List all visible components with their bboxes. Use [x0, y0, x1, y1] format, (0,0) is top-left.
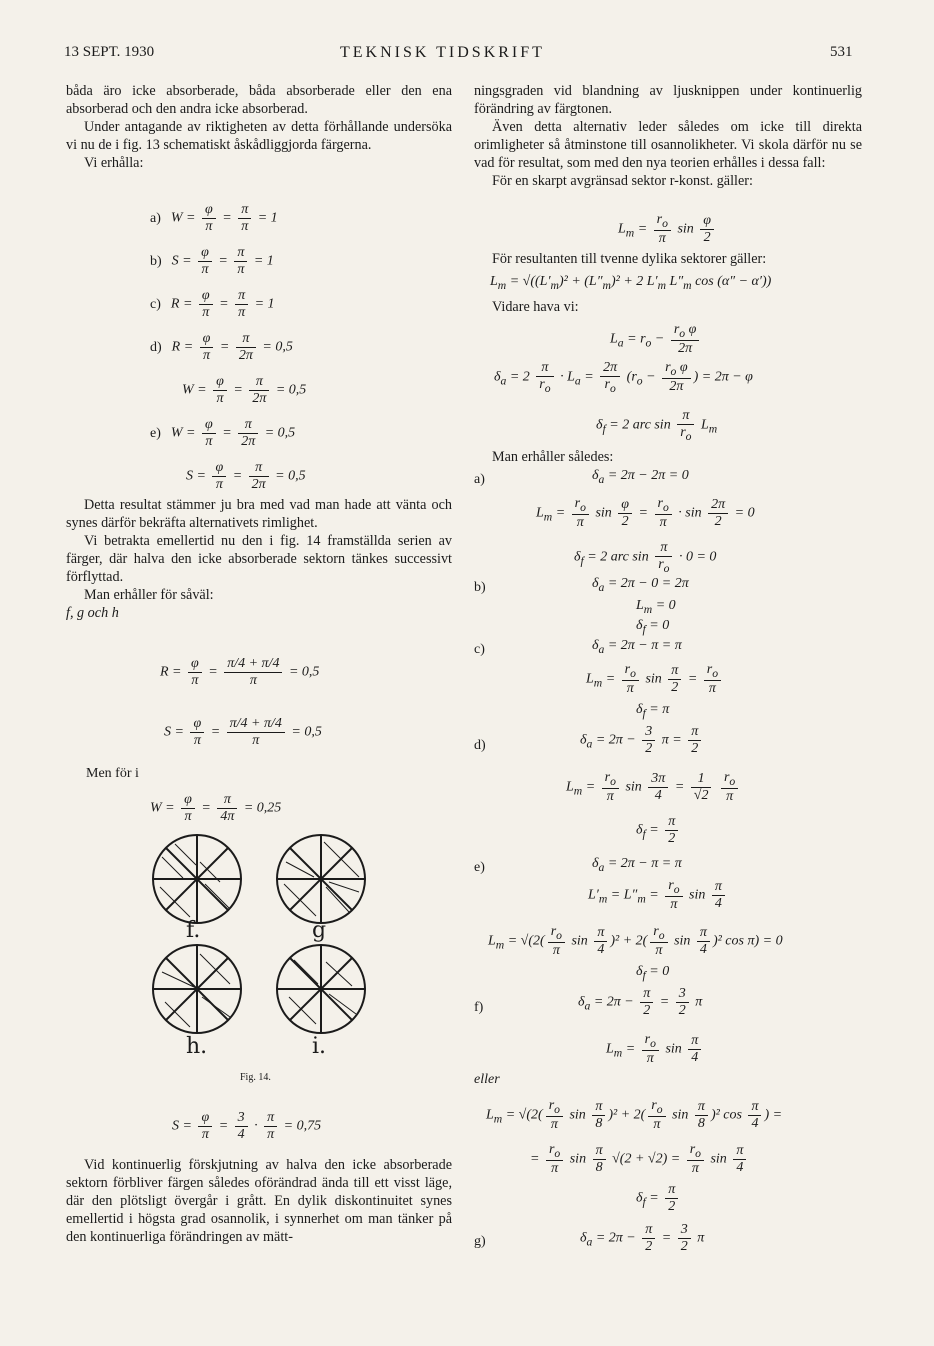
- equation-e1: $\delta_a = 2\pi - \pi = \pi$: [592, 856, 682, 874]
- case-label-g: g): [474, 1234, 486, 1249]
- equation-b1: $\delta_a = 2\pi - 0 = 2\pi$: [592, 576, 689, 594]
- figure-caption: Fig. 14.: [240, 1072, 271, 1083]
- equation-f1: $\delta_a = 2\pi$ − $\frac{\pi}{2}$ = $\frac{3}{2}$ π: [578, 986, 703, 1018]
- left-text-block-2: [66, 496, 452, 622]
- case-label-f: f): [474, 1000, 484, 1015]
- paragraph: För resultanten till tvenne dylika sektorer gäller:: [492, 251, 767, 267]
- equation-delta-f: $\delta_f = 2$ arc sin $\frac{\pi}{r_o}$ $L_m$: [596, 408, 718, 443]
- equation-f4: = $\frac{r_o}{\pi}$ sin $\frac{\pi}{8}$ √(2 + √2) = $\frac{r_o}{\pi}$ sin $\frac{\pi}{4}$: [530, 1142, 749, 1177]
- equation-f2: $L_m$ = $\frac{r_o}{\pi}$ sin $\frac{\pi}{4}$: [606, 1032, 704, 1067]
- paragraph: ningsgraden vid blandning av ljusknippen under kontinuerlig förändring av färgtonen.: [474, 83, 862, 117]
- equation-a3: $\delta_f = 2$ arc sin $\frac{\pi}{r_o}$ · 0 = 0: [574, 540, 717, 575]
- equation-b2: $L_m = 0$: [636, 598, 676, 616]
- case-label-c: c): [474, 642, 485, 657]
- equation-delta-a: $\delta_a = 2$ $\frac{\pi}{r_o}$ · $L_a$ = $\frac{2\pi}{r_o}$ ($r_o$ − $\frac{r_o \varphi}{2\pi}$ ) = 2π − φ: [494, 360, 753, 395]
- equation-b3: $\delta_f = 0$: [636, 618, 670, 636]
- equation-e2: $L'_m = L''_m$ = $\frac{r_o}{\pi}$ sin $\frac{\pi}{4}$: [588, 878, 728, 913]
- equation-d1: $\delta_a = 2\pi$ − $\frac{3}{2}$ π = $\frac{\pi}{2}$: [580, 724, 704, 757]
- paragraph: Vid kontinuerlig förskjutning av halva den icke absorberade sektorn förbliver färgen således oförändrad ända till ett visst läge, där den plötsligt övergår i grått. En dylik diskontinuitet synes emellertid i högsta grad osannolik, i synnerhet om man tänker på den kontinuerliga förändringen av mätt-: [66, 1157, 452, 1245]
- equation-e3: $L_m = √(2$( $\frac{r_o}{\pi}$ sin $\frac{\pi}{4}$ )² + 2( $\frac{r_o}{\pi}$ sin $\frac{\pi}{4}$ )² cos π) = 0: [488, 924, 783, 958]
- equation-a2: $L_m$ = $\frac{r_o}{\pi}$ sin $\frac{\varphi}{2}$ = $\frac{r_o}{\pi}$ · sin $\frac{2\pi}{2}$ = 0: [536, 496, 755, 530]
- equation-e4: $\delta_f = 0$: [636, 964, 670, 982]
- equation-a1: $\delta_a = 2\pi - 2\pi = 0$: [592, 468, 689, 486]
- equation-f5: $\delta_f$ = $\frac{\pi}{2}$: [636, 1182, 681, 1215]
- figure-label-h: h.: [186, 1034, 208, 1059]
- equation-d1: d) R = $\frac{\varphi}{\pi}$ = $\frac{\pi}{2\pi}$ = 0,5: [150, 331, 293, 363]
- figure-label-i: i.: [312, 1034, 327, 1059]
- equation-b: b) S = $\frac{\varphi}{\pi}$ = $\frac{\pi}{\pi}$ = 1: [150, 245, 274, 277]
- equation-W-i: W = $\frac{\varphi}{\pi}$ = $\frac{\pi}{4\pi}$ = 0,25: [150, 792, 282, 824]
- paragraph: f, g och h: [66, 605, 119, 621]
- header-page-number: 531: [830, 44, 853, 60]
- eller-label: eller: [474, 1072, 500, 1087]
- figure-label-f: f.: [186, 918, 201, 943]
- men-for-i: Men för i: [86, 766, 139, 781]
- equation-g1: $\delta_a = 2\pi$ − $\frac{\pi}{2}$ = $\frac{3}{2}$ π: [580, 1222, 705, 1254]
- figure-disk-g: [274, 832, 368, 926]
- equation-c2: $L_m$ = $\frac{r_o}{\pi}$ sin $\frac{\pi}{2}$ = $\frac{r_o}{\pi}$: [586, 662, 724, 697]
- header-journal-title: TEKNISK TIDSKRIFT: [340, 44, 545, 61]
- right-text-d: [474, 448, 862, 466]
- paragraph: Man erhåller således:: [492, 449, 614, 465]
- equation-Lm: $L_m$ = $\frac{r_o}{\pi}$ sin $\frac{\varphi}{2}$: [618, 212, 717, 247]
- equation-S-i: S = $\frac{\varphi}{\pi}$ = $\frac{3}{4}$ · $\frac{\pi}{\pi}$ = 0,75: [172, 1110, 322, 1142]
- figure-disk-f: [150, 832, 244, 926]
- case-label-d: d): [474, 738, 486, 753]
- equation-La: $L_a = r_o$ − $\frac{r_o \varphi}{2\pi}$: [610, 322, 702, 357]
- paragraph: Man erhåller för såväl:: [84, 587, 214, 603]
- paragraph: Vi erhålla:: [84, 155, 144, 171]
- left-column: [66, 82, 452, 172]
- right-column: [474, 82, 862, 190]
- equation-e2: S = $\frac{\varphi}{\pi}$ = $\frac{\pi}{2\pi}$ = 0,5: [186, 460, 306, 492]
- equation-a: a) W = $\frac{\varphi}{\pi}$ = $\frac{\pi}{\pi}$ = 1: [150, 202, 278, 234]
- figure-label-g: g: [312, 918, 327, 943]
- equation-c: c) R = $\frac{\varphi}{\pi}$ = $\frac{\pi}{\pi}$ = 1: [150, 288, 275, 320]
- paragraph: Under antagande av riktigheten av detta förhållande undersöka vi nu de i fig. 13 schematiskt åskådliggjorda färgerna.: [66, 119, 452, 153]
- paragraph: Vi betrakta emellertid nu den i fig. 14 framställda serien av färger, där halva den icke absorberade sektorn tänkes successivt förflyttad.: [66, 533, 452, 585]
- equation-f3: $L_m = √(2$( $\frac{r_o}{\pi}$ sin $\frac{\pi}{8}$ )² + 2( $\frac{r_o}{\pi}$ sin $\frac{\pi}{8}$ )² cos $\frac{\pi}{4}$ ) =: [486, 1098, 783, 1132]
- case-label-a: a): [474, 472, 485, 487]
- equation-e1: e) W = $\frac{\varphi}{\pi}$ = $\frac{\pi}{2\pi}$ = 0,5: [150, 417, 296, 449]
- equation-S-fgh: S = $\frac{\varphi}{\pi}$ = $\frac{\pi/4 + \pi/4}{\pi}$ = 0,5: [164, 716, 322, 748]
- paragraph: båda äro icke absorberade, båda absorberade eller den ena absorberad och den andra icke absorberad.: [66, 83, 452, 117]
- right-text-c: [474, 298, 862, 316]
- equation-d2: W = $\frac{\varphi}{\pi}$ = $\frac{\pi}{2\pi}$ = 0,5: [182, 374, 307, 406]
- case-label-b: b): [474, 580, 486, 595]
- equation-d3: $\delta_f$ = $\frac{\pi}{2}$: [636, 814, 681, 847]
- right-text-b: [474, 250, 862, 268]
- case-label-e: e): [474, 860, 485, 875]
- header-date: 13 SEPT. 1930: [64, 44, 155, 60]
- paragraph: Detta resultat stämmer ju bra med vad man hade att vänta och synes därför bekräfta alternativets rimlighet.: [66, 497, 452, 531]
- equation-Lm-resultant: $L_m = √((L'_m)^2 + (L''_m)^2 + 2$ $L'_m$ $L''_m$ cos (α″ − α′)): [490, 274, 772, 292]
- left-text-block-3: [66, 1156, 452, 1246]
- equation-R-fgh: R = $\frac{\varphi}{\pi}$ = $\frac{\pi/4 + \pi/4}{\pi}$ = 0,5: [160, 656, 320, 688]
- paragraph: Även detta alternativ leder således om icke till direkta orimligheter så åtminstone till osannolikheter. Vi skola därför nu se vad för resultat, som med den nya teorien erhålles i dessa fall:: [474, 119, 862, 171]
- equation-d2: $L_m$ = $\frac{r_o}{\pi}$ sin $\frac{3\pi}{4}$ = $\frac{1}{√2}$ $\frac{r_o}{\pi}$: [566, 770, 741, 805]
- equation-c3: $\delta_f = \pi$: [636, 702, 670, 720]
- equation-c1: $\delta_a = 2\pi - \pi = \pi$: [592, 638, 682, 656]
- paragraph: För en skarpt avgränsad sektor r-konst. gäller:: [492, 173, 753, 189]
- figure-disk-i: [274, 942, 368, 1036]
- figure-disk-h: [150, 942, 244, 1036]
- paragraph: Vidare hava vi:: [492, 299, 579, 315]
